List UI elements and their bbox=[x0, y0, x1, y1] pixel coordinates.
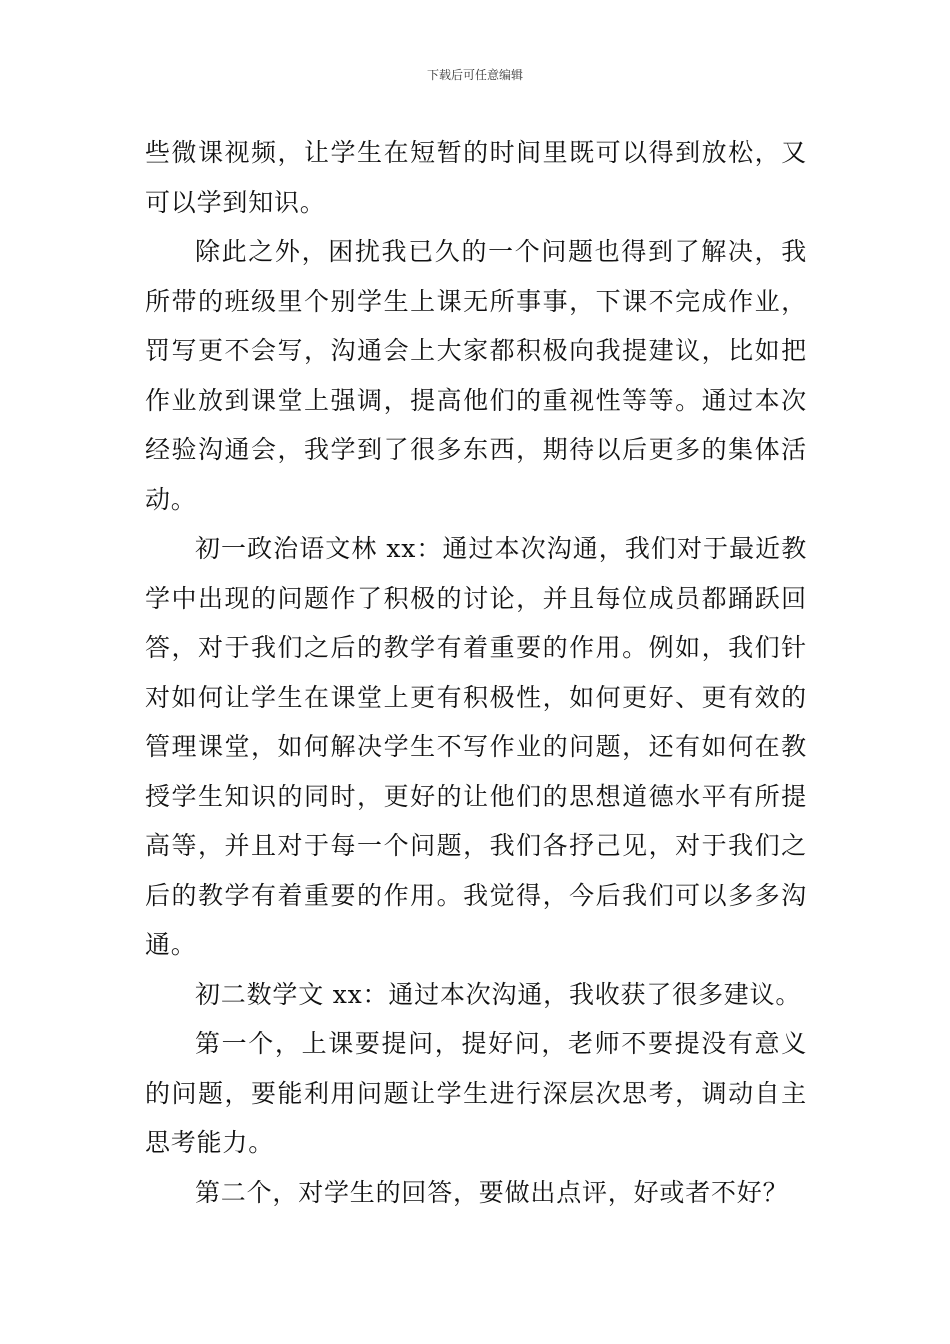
page-header: 下载后可任意编辑 bbox=[426, 68, 523, 82]
paragraph-6: 第二个，对学生的回答，要做出点评，好或者不好？ bbox=[195, 1177, 789, 1207]
paragraph-3: 初一政治语文林 xx：通过本次沟通，我们对于最近教学中出现的问题作了积极的讨论，并且每位成员都踊跃回答，对于我们之后的教学有着重要的作用。例如，我们针对如何让学生在课堂上更有积极性，如何更好、更有效的管理课堂，如何解决学生不写作业的问题，还有如何在教授学生知识的同时，更好的让他们的思想道德水平有所提高等，并且对于每一个问题，我们各抒己见，对于我们之后的教学有着重要的作用。我觉得，今后我们可以多多沟通。 bbox=[145, 534, 807, 959]
paragraph-5: 第一个，上课要提问，提好问，老师不要提没有意义的问题，要能利用问题让学生进行深层次思考，调动自主思考能力。 bbox=[145, 1029, 807, 1157]
paragraph-1: 些微课视频，让学生在短暂的时间里既可以得到放松，又可以学到知识。 bbox=[145, 138, 807, 217]
paragraph-4: 初二数学文 xx：通过本次沟通，我收获了很多建议。 bbox=[195, 979, 802, 1009]
document-body bbox=[145, 128, 807, 1217]
paragraph-2: 除此之外，困扰我已久的一个问题也得到了解决，我所带的班级里个别学生上课无所事事，下课不完成作业，罚写更不会写，沟通会上大家都积极向我提建议，比如把作业放到课堂上强调，提高他们的重视性等等。通过本次经验沟通会，我学到了很多东西，期待以后更多的集体活动。 bbox=[145, 237, 807, 514]
